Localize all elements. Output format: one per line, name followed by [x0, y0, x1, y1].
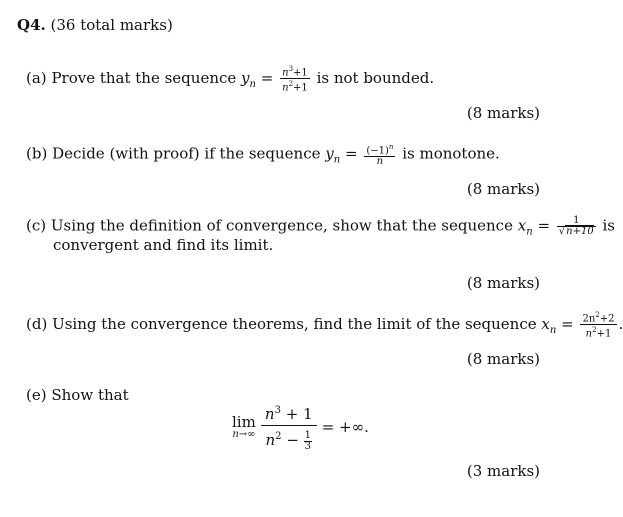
part-b-fraction [364, 142, 395, 167]
part-e-marks: (3 marks) [466, 462, 540, 480]
part-d-den: n [585, 328, 593, 340]
part-a-den-exp: 2 [288, 80, 294, 89]
part-d-fraction [580, 310, 616, 340]
part-c-den-root: n+10 [566, 226, 594, 237]
part-c-line2: convergent and find its limit. [53, 236, 274, 254]
part-e-limit [232, 414, 256, 440]
part-d-period: . [618, 314, 623, 333]
part-d-den-exp: 2 [592, 326, 597, 335]
question-total-marks: (36 total marks) [50, 16, 173, 34]
part-c-sub: n [526, 226, 533, 238]
part-e-num-rest: + 1 [280, 405, 313, 423]
part-a-num-exp: 3 [288, 65, 294, 73]
part-e-num: n [264, 405, 275, 423]
part-c-sqrt-sign: √ [558, 226, 566, 237]
part-a-den-rest: +1 [293, 82, 308, 94]
part-c-var: x [517, 216, 527, 235]
part-a [26, 64, 434, 94]
part-c-label: (c) [26, 216, 47, 235]
part-b-text-after: is monotone. [402, 144, 500, 163]
part-e-formula [232, 402, 369, 452]
part-d-text: Using the convergence theorems, find the limit of the sequence [52, 314, 537, 333]
part-e-small-den: 3 [304, 440, 312, 452]
part-d [26, 310, 623, 340]
part-e-small-num: 1 [304, 429, 312, 441]
part-a-label: (a) [26, 68, 47, 87]
part-d-den-rest: +1 [596, 328, 612, 340]
part-d-num-exp: 2 [595, 311, 600, 319]
part-a-num-rest: +1 [293, 67, 308, 79]
part-d-marks: (8 marks) [466, 350, 540, 368]
part-e-text: Show that [51, 386, 129, 404]
part-a-text-after: is not bounded. [316, 68, 435, 87]
part-e-den-rest: − [281, 431, 304, 449]
part-b-eq: = [345, 144, 358, 163]
part-b-sub: n [333, 154, 341, 166]
part-b-den: n [376, 156, 384, 168]
part-b-text: Decide (with proof) if the sequence [52, 144, 321, 163]
part-e-num-exp: 3 [274, 405, 281, 416]
part-e-small-fraction [304, 431, 312, 452]
part-a-sub: n [249, 78, 256, 90]
part-e-den-exp: 2 [275, 431, 282, 442]
part-d-var: x [541, 314, 550, 333]
part-c-text: Using the definition of convergence, show that the sequence [50, 216, 513, 235]
part-d-sub: n [549, 324, 557, 336]
part-e-lim-word: lim [232, 412, 256, 431]
part-e-den: n [265, 431, 276, 449]
question-label: Q4. [17, 16, 46, 34]
part-b-num-exp: n [388, 143, 394, 151]
part-e-result: = +∞. [321, 417, 369, 436]
part-c-text-after: is [602, 216, 615, 235]
part-e-lim-sub: n→∞ [232, 428, 256, 440]
part-d-num: 2n [582, 313, 596, 325]
part-b [26, 142, 500, 170]
part-a-den: n [282, 82, 289, 94]
part-a-num: n [282, 67, 289, 79]
part-a-fraction [280, 64, 310, 94]
part-e-fraction [261, 402, 317, 452]
part-d-eq: = [561, 314, 574, 333]
part-b-marks: (8 marks) [466, 180, 540, 198]
part-b-var: y [325, 144, 334, 163]
part-c-num: 1 [557, 216, 596, 227]
part-d-label: (d) [26, 314, 48, 333]
part-b-label: (b) [26, 144, 48, 163]
part-c-eq: = [537, 216, 551, 235]
part-c-fraction [557, 216, 596, 237]
part-a-var: y [241, 68, 250, 87]
part-e-label: (e) [26, 386, 47, 404]
part-d-num-rest: +2 [599, 313, 615, 325]
part-a-marks: (8 marks) [466, 104, 540, 122]
question-header [17, 16, 173, 34]
part-e [26, 386, 129, 404]
part-a-eq: = [260, 68, 274, 87]
part-c-marks: (8 marks) [466, 274, 540, 292]
part-a-text: Prove that the sequence [51, 68, 237, 87]
part-b-num: (−1) [366, 145, 389, 157]
